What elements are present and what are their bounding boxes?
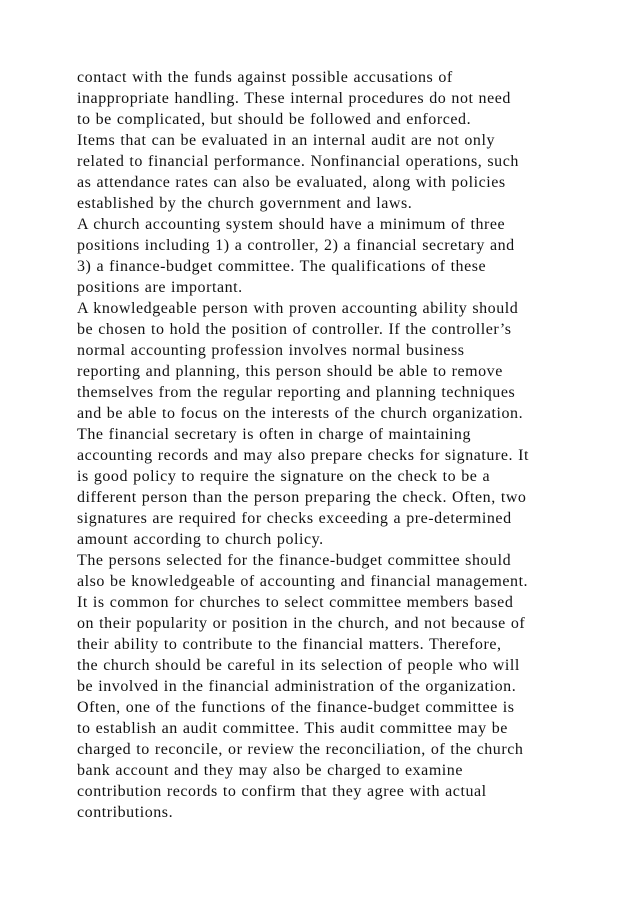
text-line: to be complicated, but should be followed and enforced. (77, 111, 472, 128)
text-line: charged to reconcile, or review the reconciliation, of the church (77, 741, 524, 758)
text-line: on their popularity or position in the church, and not because of (77, 615, 526, 632)
text-line: themselves from the regular reporting and planning techniques (77, 384, 516, 401)
text-line: Items that can be evaluated in an internal audit are not only (77, 132, 496, 149)
text-line: and be able to focus on the interests of the church organization. (77, 405, 524, 422)
text-line: The financial secretary is often in charge of maintaining (77, 426, 472, 443)
text-line: to establish an audit committee. This audit committee may be (77, 720, 508, 737)
text-line: bank account and they may also be charged to examine (77, 762, 464, 779)
text-line: also be knowledgeable of accounting and financial management. (77, 573, 529, 590)
text-line: 3) a finance-budget committee. The qualifications of these (77, 258, 487, 275)
text-line: inappropriate handling. These internal procedures do not need (77, 90, 511, 107)
text-line: positions including 1) a controller, 2) a financial secretary and (77, 237, 515, 254)
text-line: different person than the person preparing the check. Often, two (77, 489, 527, 506)
text-line: be involved in the financial administration of the organization. (77, 678, 517, 695)
text-line: normal accounting profession involves normal business (77, 342, 465, 359)
text-line: A knowledgeable person with proven accounting ability should (77, 300, 519, 317)
text-line: their ability to contribute to the financial matters. Therefore, (77, 636, 502, 653)
text-line: established by the church government and laws. (77, 195, 413, 212)
text-line: The persons selected for the finance-budget committee should (77, 552, 512, 569)
text-line: contact with the funds against possible accusations of (77, 69, 453, 86)
text-line: related to financial performance. Nonfinancial operations, such (77, 153, 519, 170)
text-line: as attendance rates can also be evaluated, along with policies (77, 174, 506, 191)
text-line: contribution records to confirm that they agree with actual (77, 783, 487, 800)
text-line: positions are important. (77, 279, 243, 296)
text-line: be chosen to hold the position of controller. If the controller’s (77, 321, 512, 338)
text-line: A church accounting system should have a minimum of three (77, 216, 506, 233)
text-line: is good policy to require the signature on the check to be a (77, 468, 491, 485)
text-line: It is common for churches to select committee members based (77, 594, 514, 611)
body-text (77, 67, 622, 823)
text-line: Often, one of the functions of the finance-budget committee is (77, 699, 515, 716)
text-line: contributions. (77, 804, 174, 821)
text-line: reporting and planning, this person should be able to remove (77, 363, 503, 380)
text-line: the church should be careful in its selection of people who will (77, 657, 520, 674)
text-line: amount according to church policy. (77, 531, 324, 548)
text-line: signatures are required for checks exceeding a pre-determined (77, 510, 512, 527)
text-line: accounting records and may also prepare checks for signature. It (77, 447, 529, 464)
